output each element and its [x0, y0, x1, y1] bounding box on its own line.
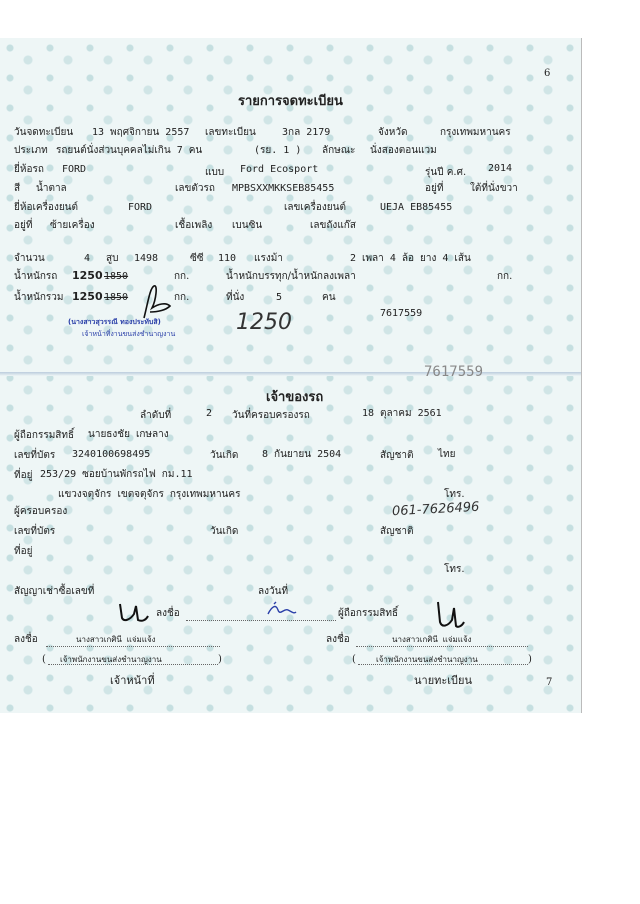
owner-title: เจ้าของรถ	[266, 390, 324, 405]
reg-date-label: วันจดทะเบียน	[14, 127, 74, 138]
cyl-label: สูบ	[106, 253, 119, 264]
contract-label: สัญญาเช่าซื้อเลขที่	[14, 586, 95, 597]
nationality-label: สัญชาติ	[380, 450, 414, 461]
brand-label: ยี่ห้อรถ	[14, 164, 44, 175]
dob-value: 8 กันยายน 2504	[262, 449, 342, 460]
fuel-label: เชื้อเพลิง	[175, 220, 213, 231]
page-fold	[0, 372, 581, 376]
sign-right-label: ลงชื่อ	[326, 634, 350, 645]
handwritten-weight: 1250	[236, 310, 292, 335]
location2-label: อยู่ที่	[14, 220, 33, 231]
registration-title: รายการจดทะเบียน	[238, 94, 343, 109]
seats-value: 5	[276, 292, 283, 303]
holder-dob-label: วันเกิด	[210, 526, 239, 537]
holder-address-label: ที่อยู่	[14, 546, 33, 557]
engine-no-label: เลขเครื่องยนต์	[284, 202, 346, 213]
id-value: 3240100698495	[72, 449, 151, 460]
paren-close-right: )	[528, 654, 532, 665]
plate-label: เลขทะเบียน	[205, 127, 256, 138]
reg-date-value: 13 พฤศจิกายน 2557	[92, 127, 190, 138]
page-number-bottom: 7	[546, 677, 553, 688]
holder-id-label: เลขที่บัตร	[14, 526, 56, 537]
owner-label: ผู้ถือกรรมสิทธิ์	[14, 430, 75, 441]
gross-label: น้ำหนักรวม	[14, 292, 64, 303]
gross-new: 1250	[72, 290, 103, 303]
vin-label: เลขตัวรถ	[175, 183, 215, 194]
province-value: กรุงเทพมหานคร	[440, 127, 511, 138]
color-value: น้ำตาล	[36, 183, 67, 194]
sign-left-label: ลงชื่อ	[14, 634, 38, 645]
brand-value: FORD	[62, 164, 87, 175]
paren-close-left: )	[218, 654, 222, 665]
page-edge	[581, 38, 582, 713]
body-value: นั่งสองตอนแวม	[370, 145, 437, 156]
signature-mark-right	[432, 598, 466, 632]
kg-unit-1: กก.	[174, 271, 190, 282]
stamp-name: (นางสาวสุวรรณี ทองประทับสิ)	[68, 318, 161, 326]
count-value: 4	[84, 253, 91, 264]
nationality-value: ไทย	[438, 449, 456, 460]
owner-value: นายธงชัย เกษลาง	[88, 429, 169, 440]
location2-value: ซ้ายเครื่อง	[50, 220, 95, 231]
axle-value: 2 เพลา 4 ล้อ ยาง 4 เส้น	[350, 253, 471, 264]
registrar-label: นายทะเบียน	[414, 674, 473, 687]
seats-label: ที่นั่ง	[226, 292, 245, 303]
contract-date-label: ลงวันที่	[258, 586, 289, 597]
cc-label: ซีซี	[190, 253, 204, 264]
possess-value: 18 ตุลาคม 2561	[362, 408, 442, 419]
gross-old: 1850	[104, 292, 129, 303]
seq-value: 2	[206, 408, 213, 419]
year-value: 2014	[488, 163, 513, 174]
signature-mark-left	[116, 600, 152, 624]
address-line-2: แขวงจตุจักร เขตจตุจักร กรุงเทพมหานคร	[58, 489, 241, 500]
sign-right-name: นางสาวเกศินี แจ่มแจ้ง	[392, 635, 472, 644]
page-number-top: 6	[544, 68, 551, 79]
location1-label: อยู่ที่	[425, 183, 444, 194]
body-label: ลักษณะ	[322, 145, 356, 156]
engine-brand-label: ยี่ห้อเครื่องยนต์	[14, 202, 79, 213]
plate-value: 3กล 2179	[282, 127, 331, 138]
year-label: รุ่นปี ค.ศ.	[425, 167, 467, 178]
address-label: ที่อยู่	[14, 470, 33, 481]
tank-label: เลขถังแก๊ส	[310, 220, 356, 231]
paren-open-left: (	[42, 654, 46, 665]
holder-nationality-label: สัญชาติ	[380, 526, 414, 537]
vin-value: MPBSXXMKKSEB85455	[232, 183, 335, 194]
location1-value: ใต้ที่นั่งขวา	[470, 183, 518, 194]
kg-unit-2: กก.	[497, 271, 513, 282]
type-code: (รย. 1 )	[254, 145, 302, 156]
officer-signature-top	[136, 282, 176, 322]
stamp-role: เจ้าหน้าที่งานขนส่งชำนาญงาน	[82, 330, 176, 338]
seats-unit: คน	[322, 292, 336, 303]
tel-handwritten: 061-7626496	[391, 499, 480, 520]
address-line-1: 253/29 ซอยบ้านพักรถไฟ กม.11	[40, 469, 193, 480]
holder-label: ผู้ครอบครอง	[14, 506, 68, 517]
model-label: แบบ	[205, 167, 225, 178]
possess-label: วันที่ครอบครองรถ	[232, 410, 310, 421]
sign-right-line	[356, 646, 528, 647]
sign-left-role: เจ้าพนักงานขนส่งชำนาญงาน	[60, 655, 162, 664]
color-label: สี	[14, 183, 21, 194]
hp-label: แรงม้า	[254, 253, 283, 264]
paren-open-right: (	[352, 654, 356, 665]
seq-label: ลำดับที่	[140, 410, 172, 421]
type-label: ประเภท	[14, 145, 48, 156]
weight-label: น้ำหนักรถ	[14, 271, 58, 282]
engine-no-value: UEJA EB85455	[380, 202, 453, 213]
province-label: จังหวัด	[378, 127, 408, 138]
dob-label: วันเกิด	[210, 450, 239, 461]
tel-label: โทร.	[444, 489, 465, 500]
id-label: เลขที่บัตร	[14, 450, 56, 461]
kg-unit-3: กก.	[174, 292, 190, 303]
owner-signature	[264, 600, 298, 620]
cyl-value: 1498	[134, 253, 159, 264]
model-value: Ford Ecosport	[240, 164, 319, 175]
holder-tel-label: โทร.	[444, 564, 465, 575]
owner-sign-role: ผู้ถือกรรมสิทธิ์	[338, 608, 399, 619]
load-label: น้ำหนักบรรทุก/น้ำหนักลงเพลา	[226, 271, 356, 282]
fuel-value: เบนซิน	[232, 220, 263, 231]
serial-number-faded: 7617559	[424, 364, 484, 380]
officer-label: เจ้าหน้าที่	[110, 674, 155, 687]
type-value: รถยนต์นั่งส่วนบุคคลไม่เกิน 7 คน	[56, 145, 203, 156]
sign-left-line	[46, 646, 220, 647]
weight-old: 1850	[104, 271, 129, 282]
serial-number: 7617559	[380, 308, 423, 319]
sign-left-name: นางสาวเกศินี แจ่มแจ้ง	[76, 635, 156, 644]
owner-sign-label: ลงชื่อ	[156, 608, 180, 619]
count-label: จำนวน	[14, 253, 45, 264]
sign-right-role: เจ้าพนักงานขนส่งชำนาญงาน	[376, 655, 478, 664]
cc-value: 110	[218, 253, 237, 264]
owner-sign-line	[186, 620, 336, 621]
weight-new: 1250	[72, 269, 103, 282]
engine-brand-value: FORD	[128, 202, 153, 213]
